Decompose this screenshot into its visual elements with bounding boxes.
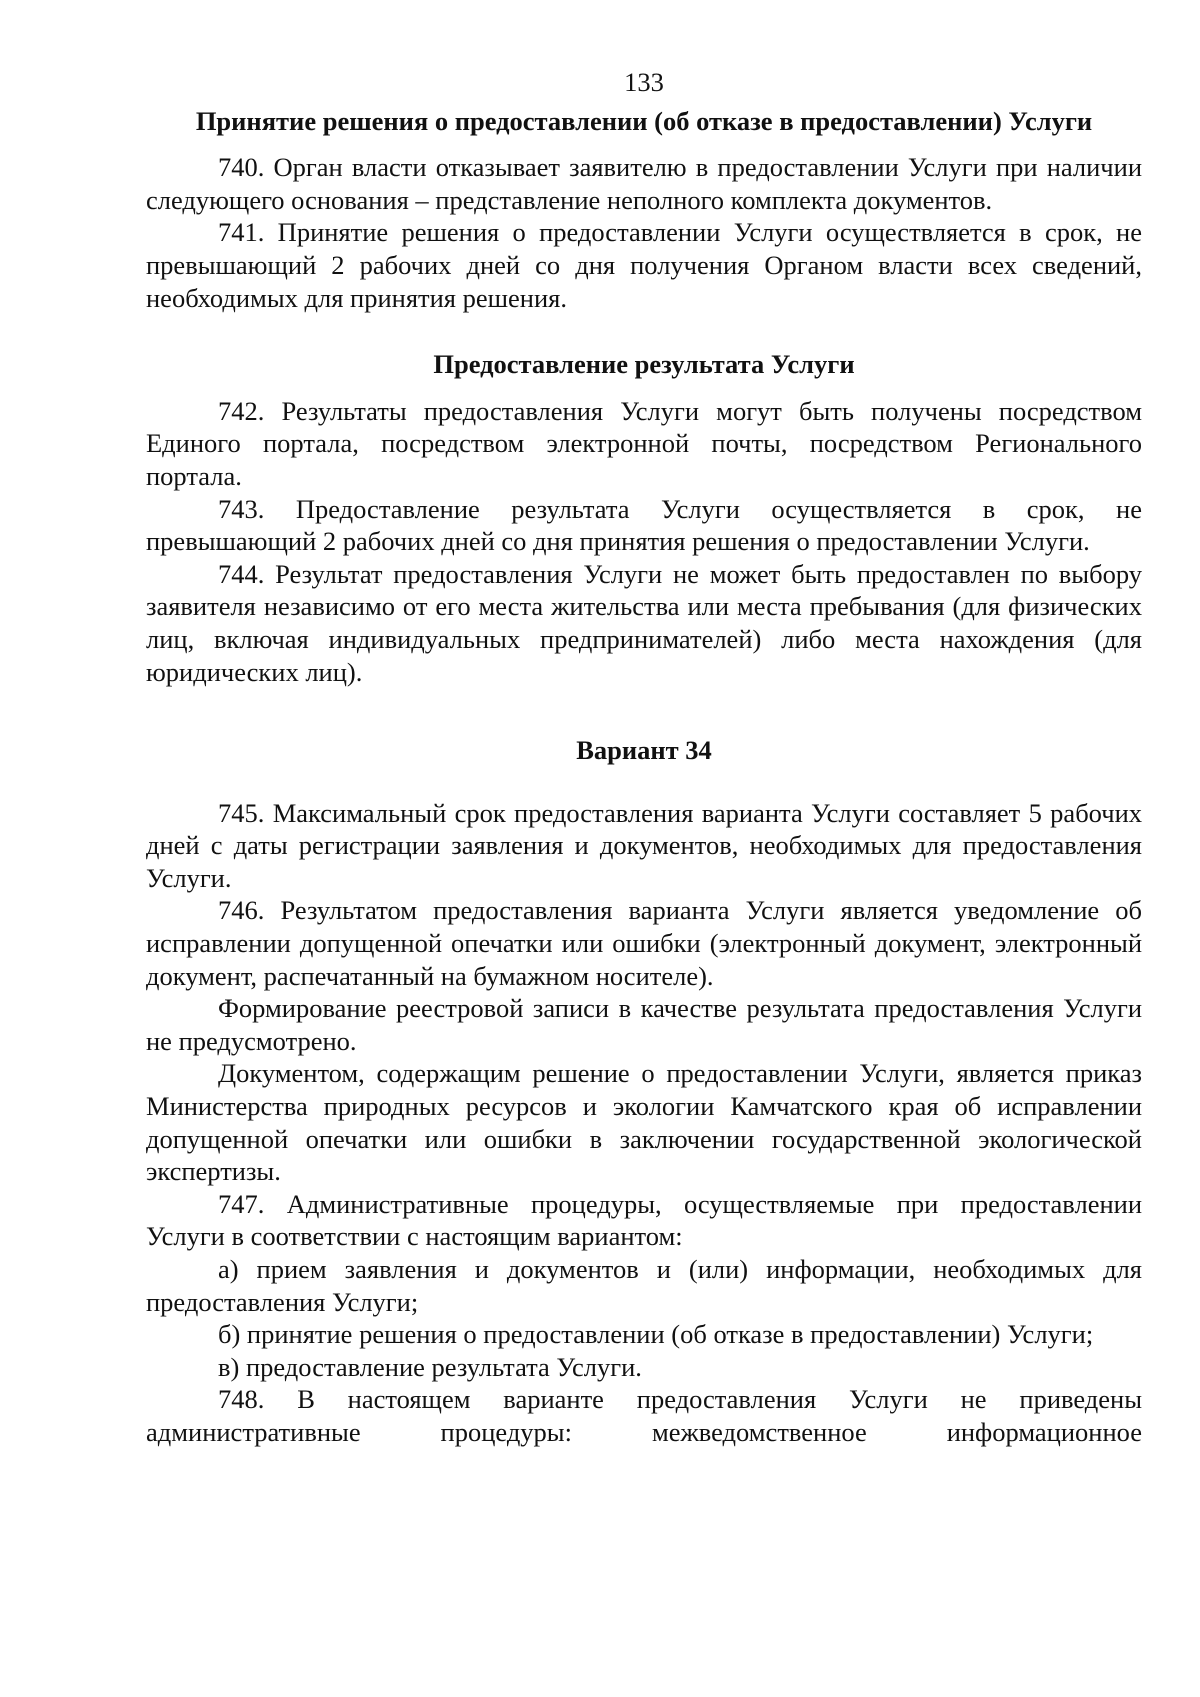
paragraph-741: 741. Принятие решения о предоставлении Услуги осуществляется в срок, не превышающий 2 рабочих дней со дня получения Органом власти всех сведений, необходимых для принятия решения. (146, 217, 1142, 313)
list-item-c: в) предоставление результата Услуги. (218, 1351, 642, 1382)
section-title-result: Предоставление результата Услуги (433, 349, 855, 380)
paragraph-745: 745. Максимальный срок предоставления варианта Услуги составляет 5 рабочих дней с даты регистрации заявления и документов, необходимых для предоставления Услуги. (146, 797, 1142, 893)
paragraph-registry-record: Формирование реестровой записи в качестве результата предоставления Услуги не предусмотрено. (146, 993, 1142, 1056)
section-title-decision: Принятие решения о предоставлении (об отказе в предоставлении) Услуги (195, 105, 1093, 136)
paragraph-740: 740. Орган власти отказывает заявителю в предоставлении Услуги при наличии следующего основания – представление неполного комплекта документов. (146, 152, 1142, 215)
list-item-a: а) прием заявления и документов и (или) информации, необходимых для предоставления Услуги; (146, 1254, 1142, 1317)
paragraph-746: 746. Результатом предоставления варианта Услуги является уведомление об исправлении допущенной опечатки или ошибки (электронный документ, электронный документ, распечатанный на бумажном носителе). (146, 895, 1142, 991)
paragraph-747: 747. Административные процедуры, осуществляемые при предоставлении Услуги в соответствии с настоящим вариантом: (146, 1188, 1142, 1252)
list-item-b: б) принятие решения о предоставлении (об отказе в предоставлении) Услуги; (218, 1319, 1094, 1350)
section-title-variant-34: Вариант 34 (576, 735, 712, 766)
paragraph-742: 742. Результаты предоставления Услуги могут быть получены посредством Единого портала, посредством электронной почты, посредством Регионального портала. (146, 395, 1142, 491)
page-content (146, 66, 1142, 1449)
paragraph-decision-document: Документом, содержащим решение о предоставлении Услуги, является приказ Министерства природных ресурсов и экологии Камчатского края об исправлении допущенной опечатки или ошибки в заключении государственной экологической экспертизы. (146, 1058, 1142, 1187)
paragraph-748: 748. В настоящем варианте предоставления Услуги не приведены административные процедуры: межведомственное информационное (146, 1384, 1142, 1447)
paragraph-744: 744. Результат предоставления Услуги не может быть предоставлен по выбору заявителя независимо от его места жительства или места пребывания (для физических лиц, включая индивидуальных предпринимателей) либо места нахождения (для юридических лиц). (146, 558, 1142, 687)
paragraph-743: 743. Предоставление результата Услуги осуществляется в срок, не превышающий 2 рабочих дней со дня принятия решения о предоставлении Услуги. (146, 493, 1142, 557)
page-number: 133 (624, 67, 664, 97)
